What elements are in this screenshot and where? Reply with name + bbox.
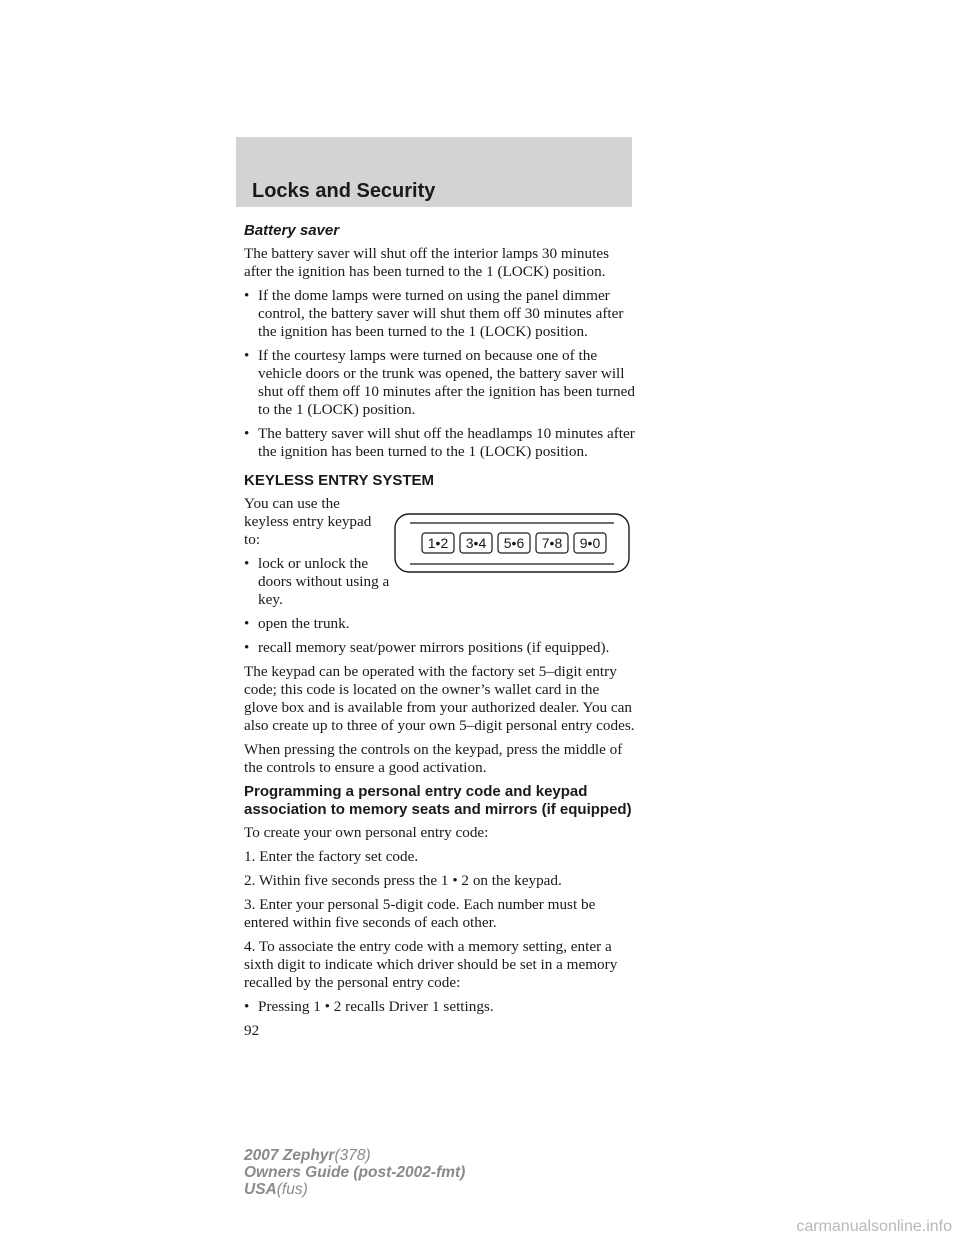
- programming-step: 4. To associate the entry code with a memory setting, enter a sixth digit to indicate which driver should be set in a memory recalled by the personal entry code:: [244, 938, 618, 991]
- keypad-illustration: [394, 513, 630, 573]
- battery-saver-list: [244, 287, 636, 461]
- programming-list: [244, 998, 636, 1016]
- list-item: • If the dome lamps were turned on using the panel dimmer control, the battery saver will shut them off 30 minutes after the ignition has been turned to the 1 (LOCK) position.: [244, 287, 636, 341]
- footer-model-code: (378): [334, 1147, 371, 1164]
- svg-text:1•2: 1•2: [427, 535, 449, 551]
- keyless-entry-heading: KEYLESS ENTRY SYSTEM: [244, 472, 435, 489]
- programming-step: 2. Within five seconds press the 1 • 2 on the keypad.: [244, 872, 562, 889]
- keyless-intro: You can use the keyless entry keypad to:: [244, 495, 372, 548]
- keypad-button-1-2: [422, 533, 454, 553]
- footer-market-code: (fus): [276, 1181, 308, 1198]
- svg-text:3•4: 3•4: [465, 535, 487, 551]
- keypad-button-5-6: [498, 533, 530, 553]
- keyless-intro-block: [244, 495, 636, 657]
- document-footer: [244, 1147, 465, 1198]
- programming-heading: Programming a personal entry code and keypad association to memory seats and mirrors (if equipped): [244, 783, 632, 818]
- footer-market: USA: [244, 1181, 277, 1198]
- programming-intro: To create your own personal entry code:: [244, 824, 489, 841]
- watermark: carmanualsonline.info: [796, 1218, 952, 1235]
- list-item: • If the courtesy lamps were turned on because one of the vehicle doors or the trunk was opened, the battery saver will shut off them off 10 minutes after the ignition has been turned to the 1 (LOCK) position.: [244, 347, 636, 419]
- keypad-button-9-0: [574, 533, 606, 553]
- programming-step: 3. Enter your personal 5-digit code. Each number must be entered within five seconds of each other.: [244, 896, 596, 931]
- section-title: Locks and Security: [252, 180, 436, 202]
- battery-saver-heading: Battery saver: [244, 222, 340, 239]
- svg-text:7•8: 7•8: [541, 535, 563, 551]
- footer-guide: Owners Guide (post-2002-fmt): [244, 1164, 466, 1181]
- page-number: 92: [244, 1022, 260, 1039]
- page-content: [244, 222, 636, 1046]
- keypad-code-paragraph: The keypad can be operated with the factory set 5–digit entry code; this code is located on the owner’s wallet card in the glove box and is available from your authorized dealer. You can also create up to three of your own 5–digit personal entry codes.: [244, 663, 635, 734]
- footer-model: 2007 Zephyr: [244, 1147, 335, 1164]
- list-item: • Pressing 1 • 2 recalls Driver 1 settings.: [244, 998, 636, 1016]
- battery-saver-intro: The battery saver will shut off the interior lamps 30 minutes after the ignition has been turned to the 1 (LOCK) position.: [244, 245, 609, 280]
- list-item: • open the trunk.: [244, 615, 636, 633]
- svg-text:5•6: 5•6: [503, 535, 525, 551]
- list-item: • The battery saver will shut off the headlamps 10 minutes after the ignition has been turned to the 1 (LOCK) position.: [244, 425, 636, 461]
- list-item: • lock or unlock the doors without using a key.: [244, 555, 398, 609]
- list-item: • recall memory seat/power mirrors positions (if equipped).: [244, 639, 636, 657]
- svg-text:9•0: 9•0: [579, 535, 601, 551]
- keypad-press-paragraph: When pressing the controls on the keypad, press the middle of the controls to ensure a good activation.: [244, 741, 623, 776]
- keypad-button-7-8: [536, 533, 568, 553]
- keypad-button-3-4: [460, 533, 492, 553]
- programming-step: 1. Enter the factory set code.: [244, 848, 419, 865]
